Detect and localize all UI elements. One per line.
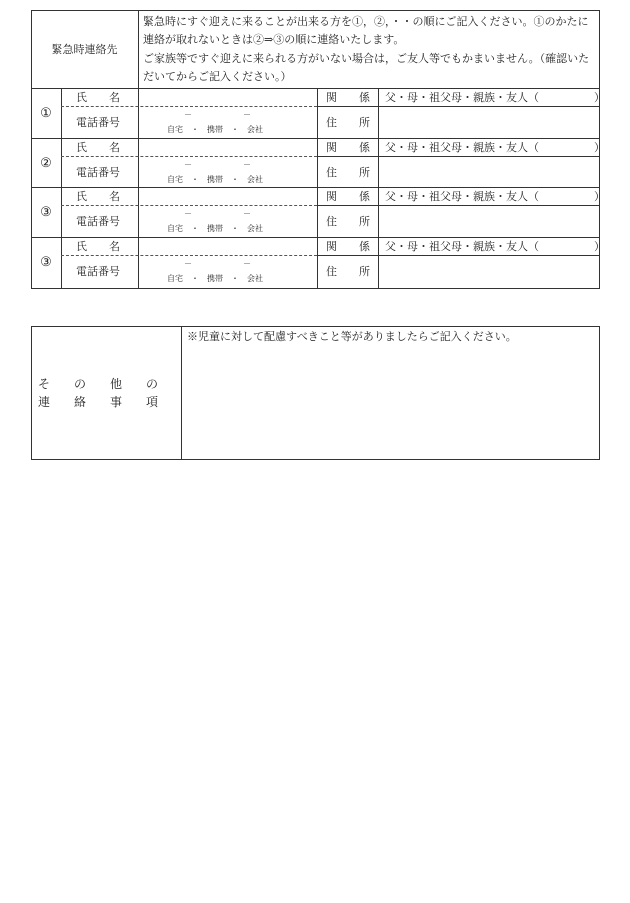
- other-notes-label-line2: 連 絡 事 項: [38, 395, 159, 409]
- address-label: 住 所: [326, 166, 370, 179]
- phone-dash: －: [184, 160, 192, 169]
- relation-label: 関 係: [326, 141, 370, 154]
- phone-dash: －: [184, 259, 192, 268]
- row-divider-1: [31, 138, 600, 139]
- row-3-inner-line: [317, 205, 600, 206]
- phone-type-options: 自宅 ・ 携帯 ・ 会社: [167, 125, 263, 134]
- contact-number-1: ①: [40, 106, 52, 121]
- phone-dash: －: [184, 209, 192, 218]
- header-row-divider: [31, 88, 600, 89]
- name-label: 氏 名: [76, 240, 120, 253]
- phone-label: 電話番号: [76, 265, 120, 278]
- other-notes-instruction: ※児童に対して配慮すべきこと等がありましたらご記入ください。: [187, 330, 517, 343]
- relation-label: 関 係: [326, 91, 370, 104]
- phone-dash: －: [243, 259, 251, 268]
- address-label: 住 所: [326, 215, 370, 228]
- row-1-inner-line: [317, 106, 600, 107]
- phone-type-options: 自宅 ・ 携帯 ・ 会社: [167, 175, 263, 184]
- relation-label: 関 係: [326, 190, 370, 203]
- phone-dash: －: [243, 110, 251, 119]
- other-notes-label-line1: そ の 他 の: [38, 377, 159, 391]
- name-label: 氏 名: [76, 141, 120, 154]
- other-notes-table: [31, 326, 600, 460]
- row-divider-3: [31, 237, 600, 238]
- relation-options: 父・母・祖父母・親族・友人（ ）: [385, 240, 605, 253]
- relation-col-divider: [317, 88, 318, 289]
- phone-label: 電話番号: [76, 166, 120, 179]
- name-label: 氏 名: [76, 91, 120, 104]
- row-2-inner-dash: [61, 156, 317, 157]
- row-3-inner-dash: [61, 205, 317, 206]
- address-label: 住 所: [326, 265, 370, 278]
- row-1-inner-dash: [61, 106, 317, 107]
- contact-number-4: ③: [40, 255, 52, 270]
- instruction-text-2: ご家族等ですぐ迎えに来られる方がいない場合は，ご友人等でもかまいません。（確認いただいてからご記入ください。）: [143, 52, 590, 83]
- contact-number-2: ②: [40, 156, 52, 171]
- row-4-inner-dash: [61, 255, 317, 256]
- phone-type-options: 自宅 ・ 携帯 ・ 会社: [167, 274, 263, 283]
- phone-dash: －: [184, 110, 192, 119]
- header-col-divider: [138, 10, 139, 88]
- instruction-text-1: 緊急時にすぐ迎えに来ることが出来る方を①，②，・・の順にご記入ください。①のかたに連絡が取れないときは②⇒③の順に連絡いたします。: [143, 15, 589, 46]
- row-4-inner-line: [317, 255, 600, 256]
- relation-options: 父・母・祖父母・親族・友人（ ）: [385, 91, 605, 104]
- phone-dash: －: [243, 209, 251, 218]
- number-col-divider: [61, 88, 62, 289]
- row-divider-2: [31, 187, 600, 188]
- contact-number-3: ③: [40, 205, 52, 220]
- phone-dash: －: [243, 160, 251, 169]
- relation-label: 関 係: [326, 240, 370, 253]
- relation-options: 父・母・祖父母・親族・友人（ ）: [385, 141, 605, 154]
- emergency-header-label: 緊急時連絡先: [51, 43, 118, 56]
- row-2-inner-line: [317, 156, 600, 157]
- phone-type-options: 自宅 ・ 携帯 ・ 会社: [167, 224, 263, 233]
- phone-label: 電話番号: [76, 116, 120, 129]
- relation-value-divider: [378, 88, 379, 289]
- address-label: 住 所: [326, 116, 370, 129]
- phone-label: 電話番号: [76, 215, 120, 228]
- relation-options: 父・母・祖父母・親族・友人（ ）: [385, 190, 605, 203]
- value-col-divider: [138, 88, 139, 289]
- name-label: 氏 名: [76, 190, 120, 203]
- other-notes-divider: [181, 326, 182, 460]
